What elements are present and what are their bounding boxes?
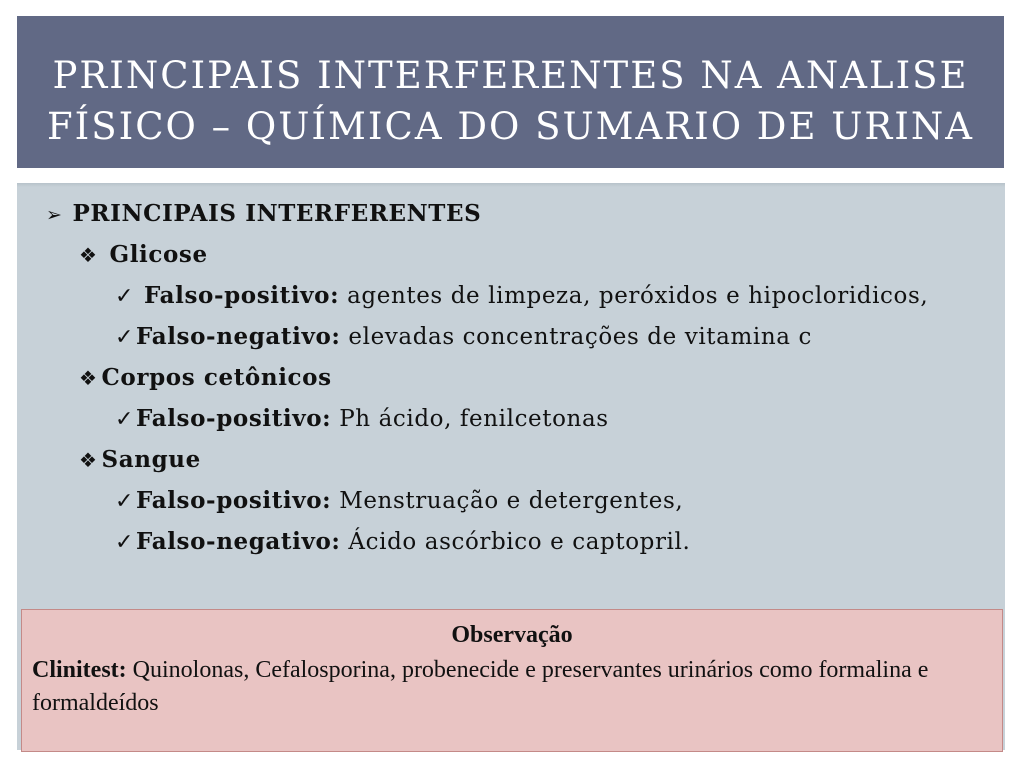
section-heading: PRINCIPAIS INTERFERENTES xyxy=(72,200,482,227)
category-name: Glicose xyxy=(109,241,208,268)
item-row xyxy=(115,528,690,555)
check-bullet-icon: ✓ xyxy=(115,407,135,432)
category-name: Sangue xyxy=(101,446,201,473)
item-label: Falso-negativo: xyxy=(136,528,341,555)
title-bar xyxy=(17,16,1004,168)
item-row xyxy=(115,282,928,309)
observation-box xyxy=(21,609,1003,752)
item-row xyxy=(115,405,609,432)
check-bullet-icon: ✓ xyxy=(115,325,135,350)
item-row xyxy=(115,487,683,514)
item-label: Falso-positivo: xyxy=(143,282,340,309)
diamond-bullet-icon: ❖ xyxy=(79,448,98,472)
category-row-corpos-cetonicos xyxy=(79,364,332,391)
item-text: Ph ácido, fenilcetonas xyxy=(339,406,609,432)
slide-title xyxy=(17,50,1004,152)
item-text: elevadas concentrações de vitamina c xyxy=(348,324,812,350)
check-bullet-icon: ✓ xyxy=(115,284,135,309)
slide-title-line-1: PRINCIPAIS INTERFERENTES NA ANALISE xyxy=(52,54,969,97)
item-label: Falso-positivo: xyxy=(136,487,332,514)
check-bullet-icon: ✓ xyxy=(115,530,135,555)
item-row xyxy=(115,323,812,350)
observation-body: Quinolonas, Cefalosporina, probenecide e preservantes urinários como formalina e formaldeídos xyxy=(32,657,929,716)
item-text: Ácido ascórbico e captopril. xyxy=(348,529,691,555)
category-row-glicose xyxy=(79,241,208,268)
slide-title-line-2: FÍSICO – QUÍMICA DO SUMARIO DE URINA xyxy=(47,105,974,148)
category-row-sangue xyxy=(79,446,201,473)
content-box-shadow xyxy=(17,183,1005,187)
item-label: Falso-positivo: xyxy=(136,405,332,432)
observation-title: Observação xyxy=(451,622,573,648)
check-bullet-icon: ✓ xyxy=(115,489,135,514)
observation-text xyxy=(32,654,992,720)
diamond-bullet-icon: ❖ xyxy=(79,243,98,267)
heading-row xyxy=(46,200,481,227)
item-text: agentes de limpeza, peróxidos e hipocloridicos, xyxy=(347,283,929,309)
diamond-bullet-icon: ❖ xyxy=(79,366,98,390)
item-label: Falso-negativo: xyxy=(136,323,341,350)
observation-label: Clinitest: xyxy=(32,657,127,683)
item-text: Menstruação e detergentes, xyxy=(339,488,684,514)
arrow-bullet-icon: ➢ xyxy=(46,204,63,226)
category-name: Corpos cetônicos xyxy=(101,364,332,391)
